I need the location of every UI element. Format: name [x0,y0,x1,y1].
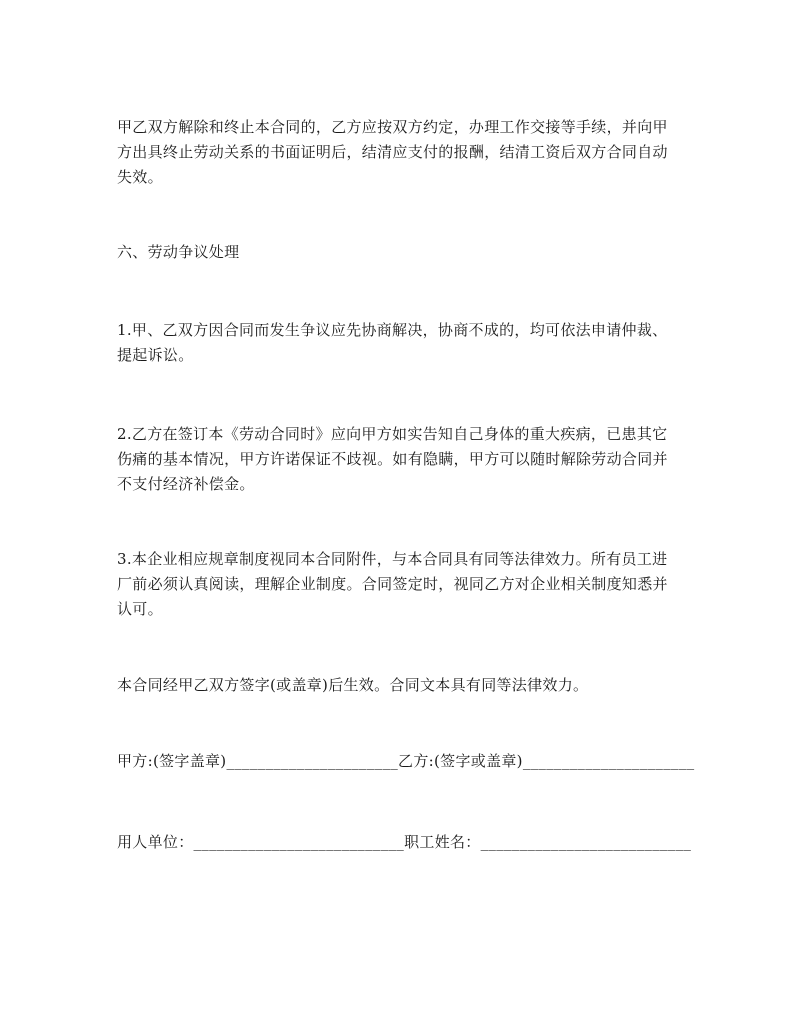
text-line: 3.本企业相应规章制度视同本合同附件，与本合同具有同等法律效力。所有员工进 [117,550,668,568]
text-line: 2.乙方在签订本《劳动合同时》应向甲方如实告知自己身体的重大疾病，已患其它 [117,425,668,443]
text-line: 伤痛的基本情况，甲方许诺保证不歧视。如有隐瞒，甲方可以随时解除劳动合同并 [117,450,668,468]
effective-clause [117,673,683,698]
text-line: 1.甲、乙双方因合同而发生争议应先协商解决，协商不成的，均可依法申请仲裁、 [117,321,668,339]
text-line: 甲乙双方解除和终止本合同的，乙方应按双方约定，办理工作交接等手续，并向甲 [117,118,668,136]
section-heading-text: 六、劳动争议处理 [117,243,240,261]
text-line: 认可。 [117,600,163,618]
text-line: 本合同经甲乙双方签字(或盖章)后生效。合同文本具有同等法律效力。 [117,676,589,694]
text-line: 方出具终止劳动关系的书面证明后，结清应支付的报酬，结清工资后双方合同自动 [117,143,668,161]
text-line: 提起诉讼。 [117,346,194,364]
text-line: 不支付经济补偿金。 [117,475,255,493]
clause-1 [117,318,683,368]
clause-2 [117,422,683,497]
text-line: 厂前必须认真阅读，理解企业制度。合同签定时，视同乙方对企业相关制度知悉并 [117,575,668,593]
signature-row-employer-employee: 用人单位：___________________________职工姓名：___________________________ [117,833,692,851]
termination-paragraph [117,115,683,190]
clause-3 [117,547,683,622]
section-heading-dispute [117,240,683,265]
text-line: 失效。 [117,168,163,186]
signature-row-parties: 甲方:(签字盖章)______________________乙方:(签字或盖章)______________________ [117,752,695,770]
